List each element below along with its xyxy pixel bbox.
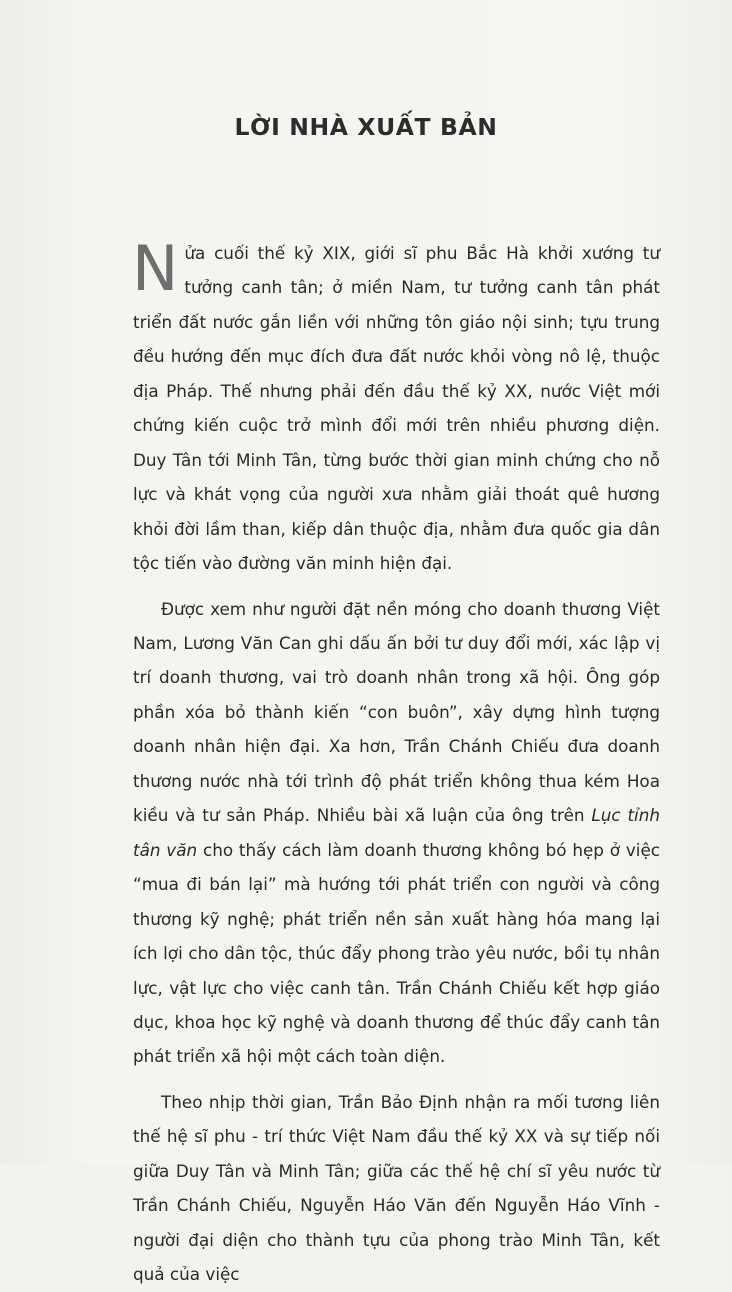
paragraph-3-text: Theo nhịp thời gian, Trần Bảo Định nhận ra mối tương liên thế hệ sĩ phu - trí thức Việt Nam đầu thế kỷ XX và sự tiếp nối giữa Duy Tân và Minh Tân; giữa các thế hệ chí sĩ yêu nước từ Trần Chánh Chiếu, Nguyễn Háo Văn đến Nguyễn Háo Vĩnh - người đại diện cho thành tựu của phong trào Minh Tân, kết quả của việc bbox=[133, 1091, 660, 1285]
paragraph-1 bbox=[132, 232, 660, 581]
page-title: LỜI NHÀ XUẤT BẢN bbox=[234, 113, 498, 141]
paragraph-2-text-before: Được xem như người đặt nền móng cho doanh thương Việt Nam, Lương Văn Can ghi dấu ấn bởi tư duy đổi mới, xác lập vị trí doanh thương, vai trò doanh nhân trong xã hội. Ông góp phần xóa bỏ thành kiến “con buôn”, xây dựng hình tượng doanh nhân hiện đại. Xa hơn, Trần Chánh Chiếu đưa doanh thương nước nhà tới trình độ phát triển không thua kém Hoa kiều và tư sản Pháp. Nhiều bài xã luận của ông trên bbox=[133, 598, 660, 826]
paragraph-3 bbox=[133, 1085, 660, 1292]
paragraph-1-text: ửa cuối thế kỷ XIX, giới sĩ phu Bắc Hà khởi xướng tư tưởng canh tân; ở miền Nam, tư tưởng canh tân phát triển đất nước gắn liền với những tôn giáo nội sinh; tựu trung đều hướng đến mục đích đưa đất nước khỏi vòng nô lệ, thuộc địa Pháp. Thế nhưng phải đến đầu thế kỷ XX, nước Việt mới chứng kiến cuộc trở mình đổi mới trên nhiều phương diện. Duy Tân tới Minh Tân, từng bước thời gian minh chứng cho nỗ lực và khát vọng của người xưa nhằm giải thoát quê hương khỏi đời lầm than, kiếp dân thuộc địa, nhằm đưa quốc gia dân tộc tiến vào đường văn minh hiện đại. bbox=[133, 243, 660, 574]
drop-cap: N bbox=[132, 232, 179, 305]
newspaper-title: Lục tỉnh tân văn bbox=[133, 805, 660, 860]
paragraph-2-text-after: cho thấy cách làm doanh thương không bó hẹp ở việc “mua đi bán lại” mà hướng tới phát triển con người và công thương kỹ nghệ; phát triển nền sản xuất hàng hóa mang lại ích lợi cho dân tộc, thúc đẩy phong trào yêu nước, bồi tụ nhân lực, vật lực cho việc canh tân. Trần Chánh Chiếu kết hợp giáo dục, khoa học kỹ nghệ và doanh thương để thúc đẩy canh tân phát triển xã hội một cách toàn diện. bbox=[133, 839, 660, 1067]
body-text bbox=[132, 232, 660, 1292]
paragraph-2 bbox=[133, 592, 660, 1074]
